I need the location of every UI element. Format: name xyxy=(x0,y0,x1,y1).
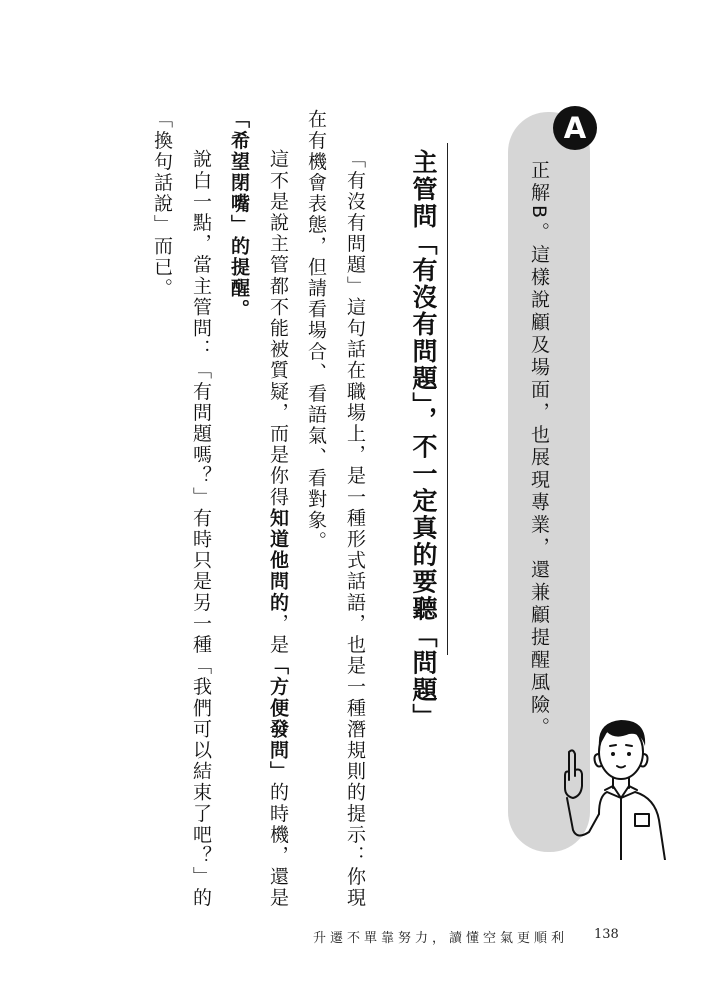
answer-text: 正解B。這樣說顧及場面，也展現專業，還兼顧提醒風險。 xyxy=(528,160,550,740)
page-number: 138 xyxy=(594,927,619,942)
body-line-2: 在有機會表態，但請看場合、看語氣、看對象。 xyxy=(305,109,327,553)
body-line-1: 「有沒有問題」這句話在職場上，是一種形式話語，也是一種潛規則的提示：你現 xyxy=(344,149,366,909)
bold-phrase: 「希望閉嘴」 xyxy=(228,109,250,236)
heading-rule xyxy=(447,143,448,655)
body-line-3: 這不是說主管都不能被質疑，而是你得知道他問的，是「方便發問」的時機，還是 xyxy=(267,149,289,909)
bold-phrase: 知道他問的 xyxy=(267,507,289,614)
man-pointing-up-illustration xyxy=(555,710,670,860)
running-footer-title: 升遷不單靠努力，讀懂空氣更順利 xyxy=(313,931,569,946)
answer-badge: A xyxy=(553,106,597,150)
body-line-5: 說白一點，當主管問：「有問題嗎？」有時只是另一種「我們可以結束了吧？」的 xyxy=(190,149,212,909)
section-heading: 主管問「有沒有問題」，不一定真的要聽「問題」 xyxy=(409,149,438,731)
bold-phrase: 「方便發問」 xyxy=(267,655,289,783)
body-line-4: 「希望閉嘴」的提醒。 xyxy=(228,109,250,321)
body-line-6: 「換句話說」而已。 xyxy=(151,109,173,299)
